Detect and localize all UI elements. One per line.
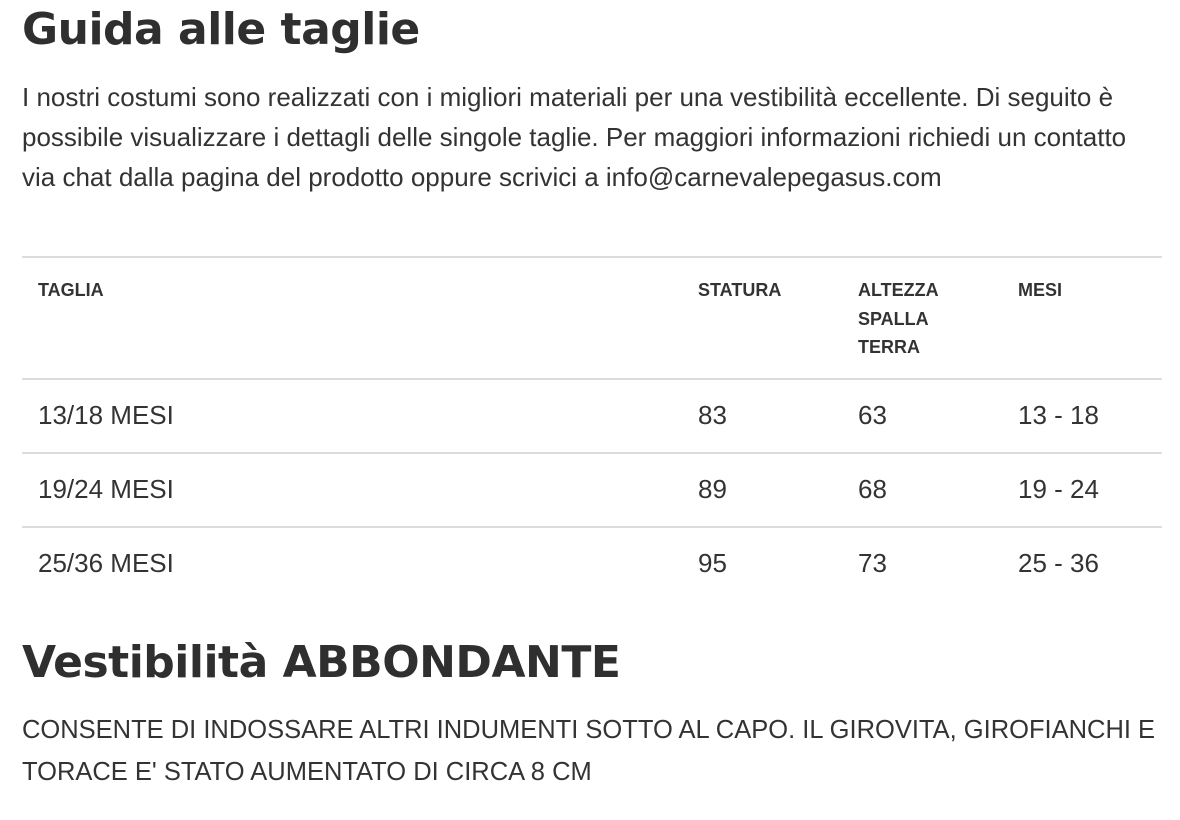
header-altezza-spalla-terra [842, 257, 1002, 379]
cell-mesi: 25 - 36 [1018, 548, 1099, 578]
fit-description: CONSENTE DI INDOSSARE ALTRI INDUMENTI SOTTO AL CAPO. IL GIROVITA, GIROFIANCHI E TORACE E' STATO AUMENTATO DI CIRCA 8 CM [22, 716, 1156, 786]
header-statura: STATURA [682, 257, 842, 379]
header-altezza-line1: ALTEZZA [858, 280, 939, 300]
cell-statura: 95 [698, 548, 727, 578]
cell-mesi: 19 - 24 [1002, 453, 1162, 527]
intro-paragraph: I nostri costumi sono realizzati con i migliori materiali per una vestibilità eccellente. Di seguito è possibile visualizzare i dettagli delle singole taglie. Per maggiori informazioni richiedi un contatto via chat dalla pagina del prodotto oppure scrivici a info@carnevalepegasus.com [22, 82, 1127, 192]
table-row [22, 453, 1162, 527]
cell-mesi: 13 - 18 [1002, 379, 1162, 453]
header-mesi: MESI [1002, 257, 1162, 379]
header-altezza-line3: TERRA [858, 337, 920, 357]
size-table-body [22, 379, 1162, 600]
cell-statura: 83 [682, 379, 842, 453]
header-altezza-line2: SPALLA [858, 308, 929, 329]
cell-statura: 89 [682, 453, 842, 527]
cell-altezza: 63 [842, 379, 1002, 453]
fit-title: Vestibilità ABBONDANTE [22, 637, 621, 688]
cell-taglia: 19/24 MESI [22, 453, 682, 527]
cell-taglia: 13/18 MESI [22, 379, 682, 453]
page-title: Guida alle taglie [22, 4, 420, 55]
cell-altezza: 73 [858, 548, 887, 578]
size-table [22, 256, 1162, 600]
header-taglia: TAGLIA [22, 257, 682, 379]
cell-altezza: 68 [842, 453, 1002, 527]
header-row [22, 257, 1162, 379]
size-table-header [22, 257, 1162, 379]
cell-taglia: 25/36 MESI [38, 548, 174, 578]
table-row [22, 527, 1162, 600]
table-row [22, 379, 1162, 453]
